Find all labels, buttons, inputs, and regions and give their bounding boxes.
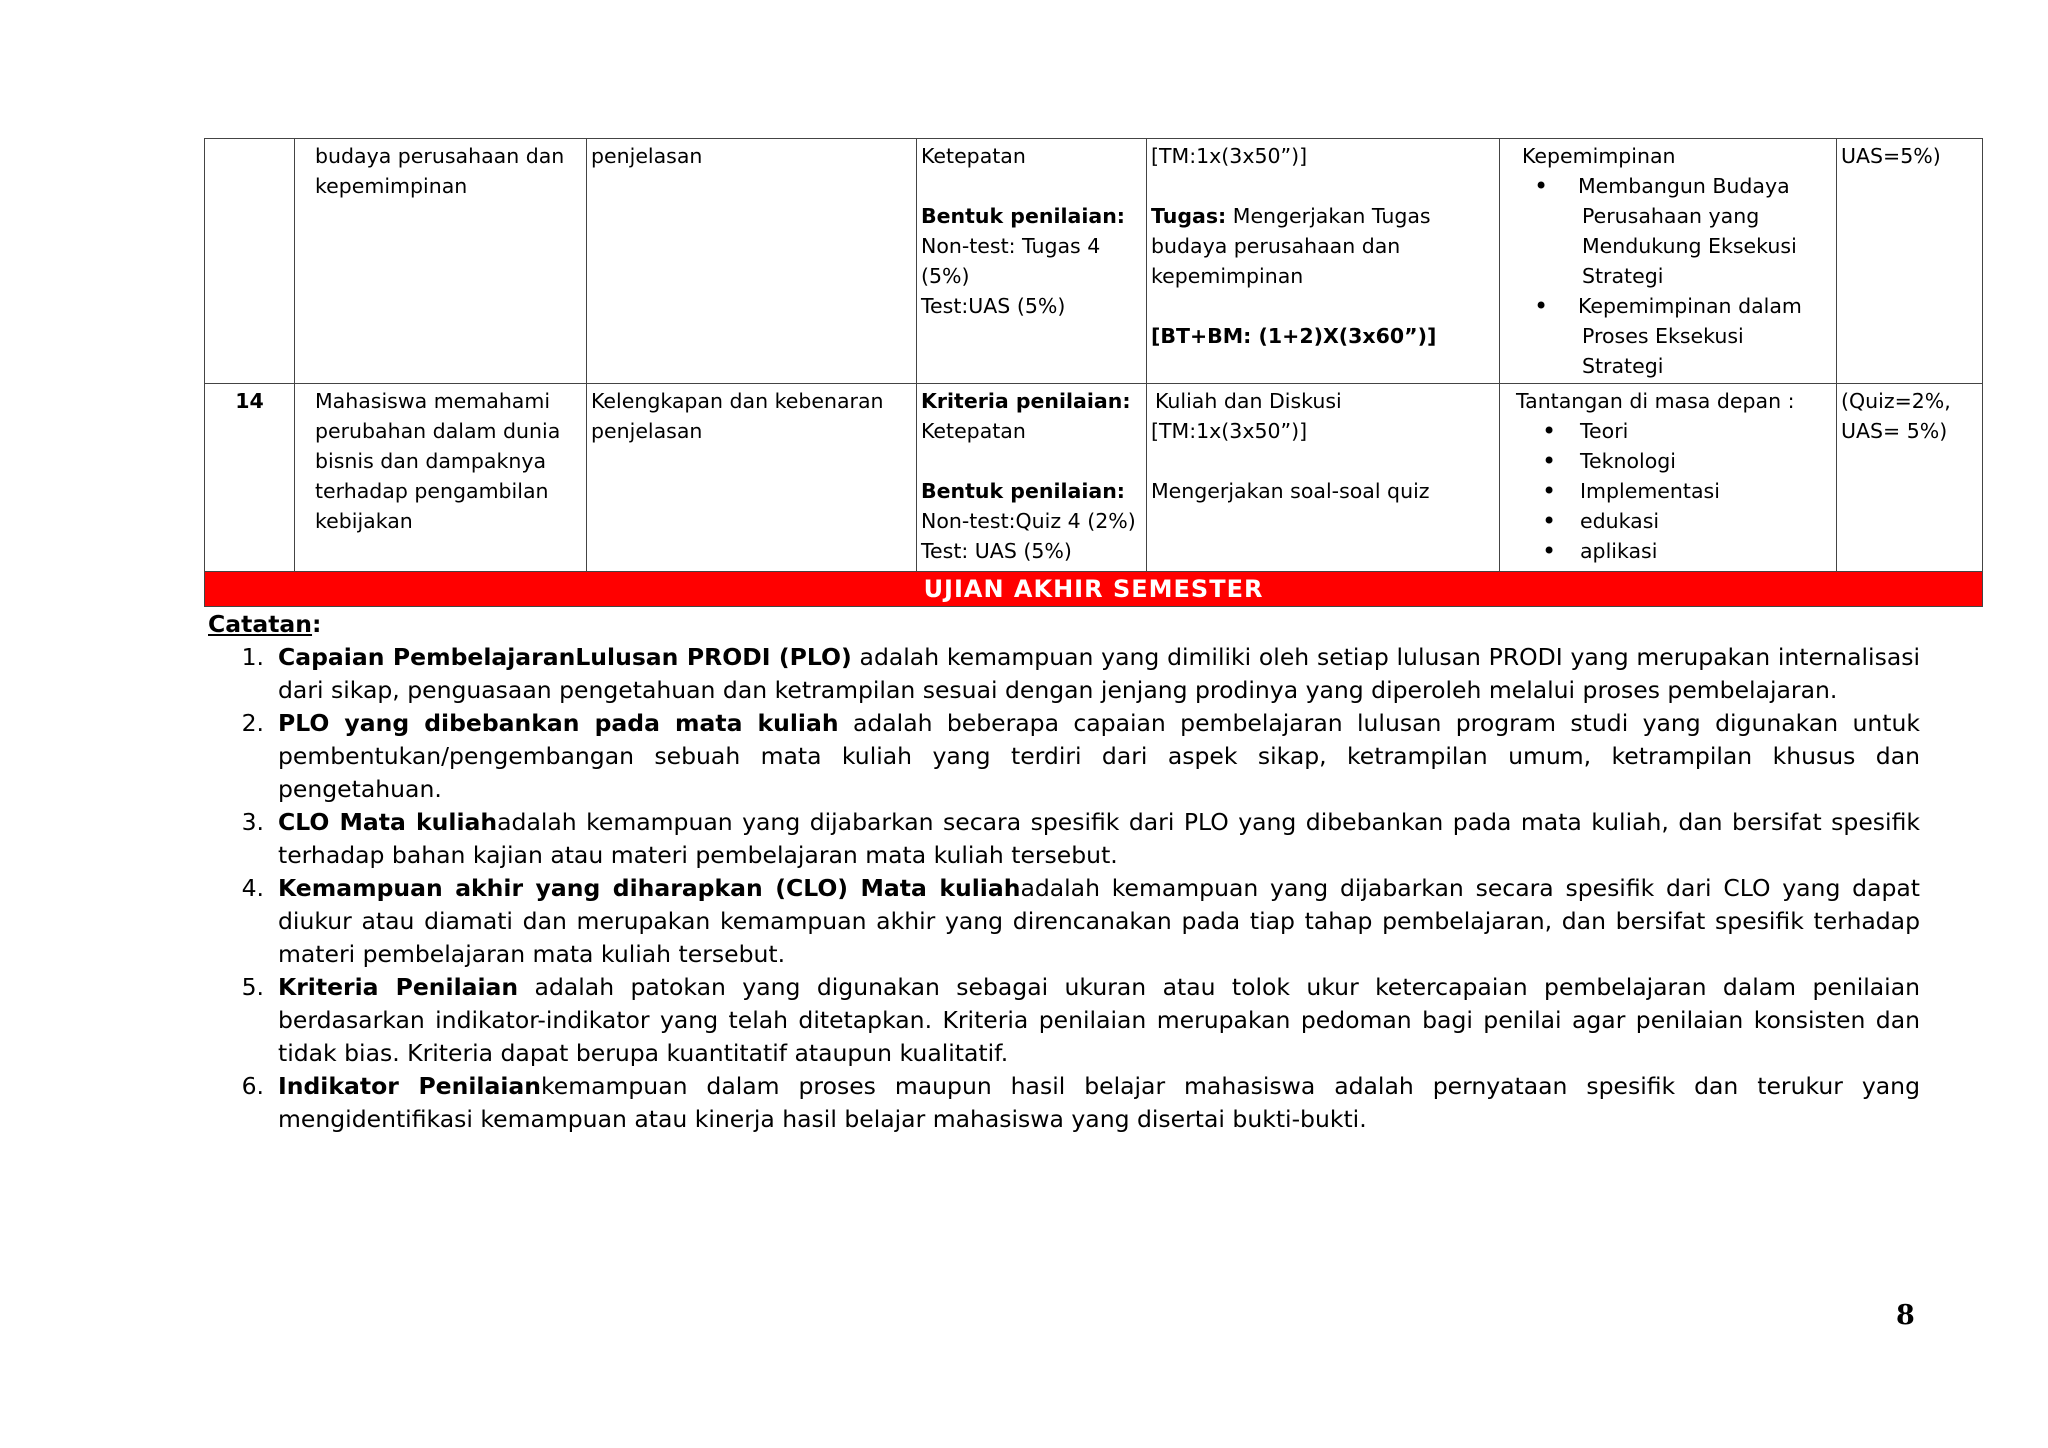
table-row xyxy=(205,384,1983,572)
list-item: • edukasi xyxy=(1504,506,1832,536)
page-number: 8 xyxy=(1896,1300,1915,1331)
assessment-form-label: Bentuk penilaian: xyxy=(921,204,1125,228)
note-item: 2. PLO yang dibebankan pada mata kuliah adalah beberapa capaian pembelajaran lulusan program studi yang digunakan untuk pembentukan/pengembangan sebuah mata kuliah yang terdiri dari aspek sikap, ketrampilan umum, ketrampilan khusus dan pengetahuan. xyxy=(241,709,1920,803)
notes-heading: Catatan: xyxy=(208,610,322,638)
notes-section xyxy=(208,608,1920,1136)
criteria-cell: Ketepatan Bentuk penilaian: Non-test: Tugas 4 (5%) Test:UAS (5%) xyxy=(917,139,1147,384)
method-cell: [TM:1x(3x50”)] Tugas: Mengerjakan Tugas budaya perusahaan dan kepemimpinan [BT+BM: (1+2)X(3x60”)] xyxy=(1147,139,1500,384)
note-item: 4. Kemampuan akhir yang diharapkan (CLO) Mata kuliahadalah kemampuan yang dijabarkan secara spesifik dari CLO yang dapat diukur atau diamati dan merupakan kemampuan akhir yang direncanakan pada tiap tahap pembelajaran, dan bersifat spesifik terhadap materi pembelajaran mata kuliah tersebut. xyxy=(241,874,1921,968)
material-cell: Kepemimpinan • Membangun Budaya Perusahaan yang Mendukung Eksekusi Strategi • Kepemimpinan dalam Proses Eksekusi Strategi xyxy=(1500,139,1837,384)
note-item: 5. Kriteria Penilaian adalah patokan yang digunakan sebagai ukuran atau tolok ukur ketercapaian pembelajaran dalam penilaian berdasarkan indikator-indikator yang telah ditetapkan. Kriteria penilaian merupakan pedoman bagi penilai agar penilaian konsisten dan tidak bias. Kriteria dapat berupa kuantitatif ataupun kualitatif. xyxy=(241,973,1921,1067)
list-item: • aplikasi xyxy=(1504,536,1832,566)
task-label: Tugas: xyxy=(1151,204,1227,228)
list-item: • Teknologi xyxy=(1504,446,1832,476)
criteria-cell: Kriteria penilaian: Ketepatan Bentuk penilaian: Non-test:Quiz 4 (2%) Test: UAS (5%) xyxy=(917,384,1147,572)
clo-cell: budaya perusahaan dan kepemimpinan xyxy=(295,139,587,384)
rps-table xyxy=(204,138,1983,607)
week-cell: 14 xyxy=(205,384,295,572)
material-list xyxy=(1504,171,1832,381)
criteria-label: Kriteria penilaian: xyxy=(921,389,1131,413)
list-item: • Membangun Budaya Perusahaan yang Mendukung Eksekusi Strategi xyxy=(1504,171,1832,291)
note-item: 3. CLO Mata kuliahadalah kemampuan yang dijabarkan secara spesifik dari PLO yang dibebankan pada mata kuliah, dan bersifat spesifik terhadap bahan kajian atau materi pembelajaran mata kuliah tersebut. xyxy=(241,808,1920,869)
table-row xyxy=(205,139,1983,384)
final-exam-banner-row xyxy=(205,572,1983,607)
note-item: 1. Capaian PembelajaranLulusan PRODI (PLO) adalah kemampuan yang dimiliki oleh setiap lulusan PRODI yang merupakan internalisasi dari sikap, penguasaan pengetahuan dan ketrampilan sesuai dengan jenjang prodinya yang diperoleh melalui proses pembelajaran. xyxy=(241,643,1921,704)
list-item: • Implementasi xyxy=(1504,476,1832,506)
method-cell: Kuliah dan Diskusi [TM:1x(3x50”)] Mengerjakan soal-soal quiz xyxy=(1147,384,1500,572)
week-cell xyxy=(205,139,295,384)
indicator-cell: penjelasan xyxy=(587,139,917,384)
assessment-form-label: Bentuk penilaian: xyxy=(921,479,1125,503)
notes-list xyxy=(208,641,1920,1136)
list-item: • Teori xyxy=(1504,416,1832,446)
indicator-cell: Kelengkapan dan kebenaran penjelasan xyxy=(587,384,917,572)
weight-cell: (Quiz=2%, UAS= 5%) xyxy=(1837,384,1983,572)
material-cell: Tantangan di masa depan : • Teori • Teknologi • Implementasi • edukasi • aplikasi xyxy=(1500,384,1837,572)
list-item: • Kepemimpinan dalam Proses Eksekusi Strategi xyxy=(1504,291,1832,381)
weight-cell: UAS=5%) xyxy=(1837,139,1983,384)
bt-bm-label: [BT+BM: (1+2)X(3x60”)] xyxy=(1151,324,1437,348)
final-exam-banner: UJIAN AKHIR SEMESTER xyxy=(205,572,1983,607)
material-list xyxy=(1504,416,1832,566)
note-item: 6. Indikator Penilaiankemampuan dalam proses maupun hasil belajar mahasiswa adalah pernyataan spesifik dan terukur yang mengidentifikasi kemampuan atau kinerja hasil belajar mahasiswa yang disertai bukti-bukti. xyxy=(241,1072,1920,1133)
clo-cell: Mahasiswa memahami perubahan dalam dunia bisnis dan dampaknya terhadap pengambilan kebijakan xyxy=(295,384,587,572)
